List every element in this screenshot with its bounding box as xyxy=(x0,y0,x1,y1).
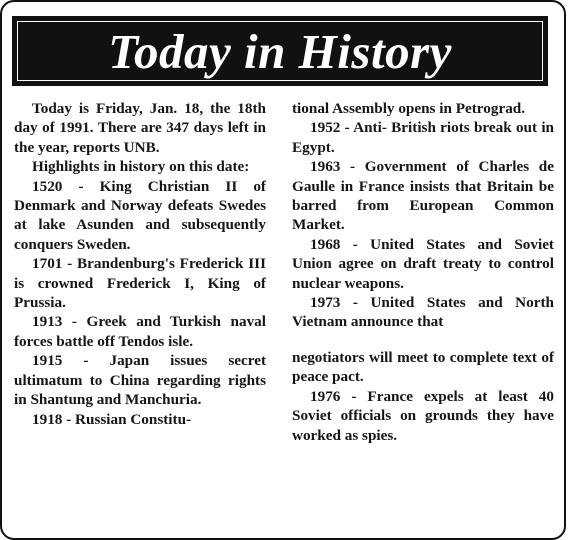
entry-1973-start: 1973 - United States and North Vietnam announce that xyxy=(292,294,554,331)
title-banner xyxy=(12,16,548,86)
entry-1963: 1963 - Government of Charles de Gaulle in France insists that Britain be barred from European Common Market. xyxy=(292,158,554,234)
page-title: Today in History xyxy=(108,24,452,79)
entry-1915: 1915 - Japan issues secret ultimatum to China regarding rights in Shantung and Manchuria. xyxy=(14,352,266,409)
column-gap xyxy=(292,332,554,348)
entry-1918-continued: tional Assembly opens in Petrograd. xyxy=(292,100,526,117)
entry-1968: 1968 - United States and Soviet Union agree on draft treaty to control nuclear weapons. xyxy=(292,235,554,292)
entry-1952: 1952 - Anti- British riots break out in Egypt. xyxy=(292,119,554,156)
left-column xyxy=(14,99,266,429)
entry-1973-continued: negotiators will meet to complete text of peace pact. xyxy=(292,348,554,386)
entry-1520: 1520 - King Christian II of Denmark and Norway defeats Swedes at lake Asunden and subsequently conquers Sweden. xyxy=(14,177,266,253)
right-column xyxy=(292,99,554,445)
entry-1701: 1701 - Brandenburg's Frederick III is crowned Frederick I, King of Prussia. xyxy=(14,255,266,312)
entry-1913: 1913 - Greek and Turkish naval forces battle off Tendos isle. xyxy=(14,313,266,350)
highlights-heading: Highlights in history on this date: xyxy=(32,158,250,176)
entry-1976: 1976 - France expels at least 40 Soviet officials on grounds they have worked as spies. xyxy=(292,387,554,444)
entry-1918-start: 1918 - Russian Constitu- xyxy=(32,410,192,428)
intro-paragraph: Today is Friday, Jan. 18, the 18th day of 1991. There are 347 days left in the year, reports UNB. xyxy=(14,100,266,156)
